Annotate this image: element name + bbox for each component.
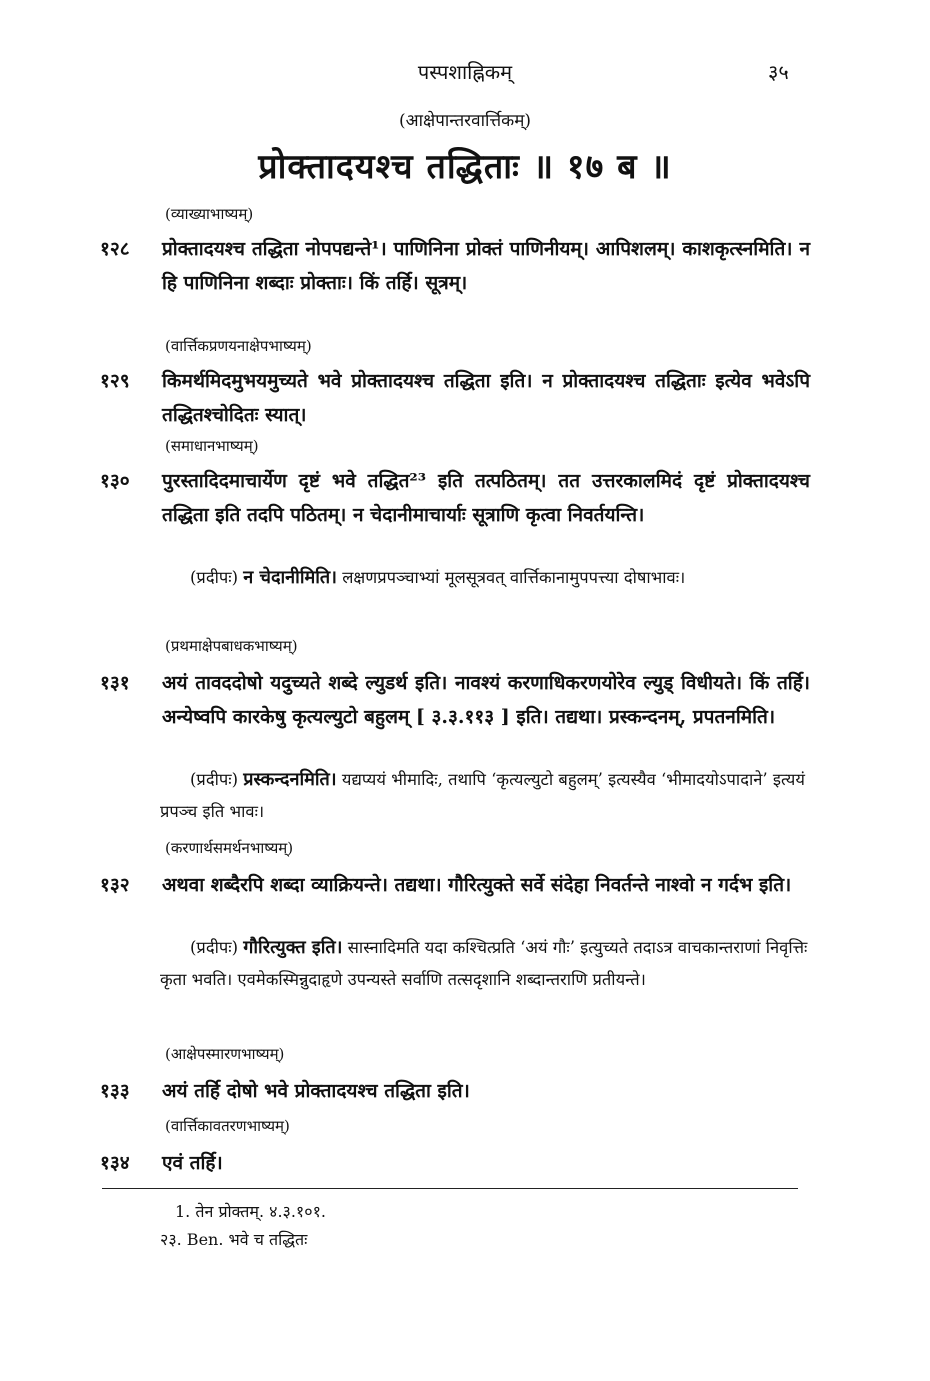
- page-number: ३५: [768, 60, 789, 84]
- paragraph-131: [100, 666, 810, 734]
- paragraph-number: १३०: [100, 470, 130, 492]
- paragraph-134: [100, 1146, 810, 1180]
- paragraph-number: १३३: [100, 1080, 130, 1102]
- pradipa-commentary: [160, 562, 810, 594]
- paragraph-132: [100, 868, 810, 902]
- pradipa-lead: न चेदानीमिति।: [243, 567, 337, 588]
- paragraph-text: अयं तर्हि दोषो भवे प्रोक्तादयश्च तद्धिता इति।: [162, 1080, 470, 1102]
- footnote: 1. तेन प्रोक्तम्. ४.३.१०१.: [175, 1202, 326, 1221]
- section-subhead: (आक्षेपान्तरवार्त्तिकम्): [399, 111, 531, 131]
- paragraph-133: [100, 1074, 810, 1108]
- paragraph-text: किमर्थमिदमुभयमुच्यते भवे प्रोक्तादयश्च तद्धिता इति। न प्रोक्तादयश्च तद्धिताः इत्येव भवेऽपि तद्धितश्चोदितः स्यात्।: [162, 370, 810, 426]
- section-label: (करणार्थसमर्थनभाष्यम्): [165, 839, 294, 857]
- pradipa-label: (प्रदीपः): [190, 938, 239, 957]
- running-title: पस्पशाह्निकम्: [417, 60, 513, 84]
- sutra-title: प्रोक्तादयश्च तद्धिताः ॥ १७ ब ॥: [258, 147, 672, 187]
- pradipa-lead: प्रस्कन्दनमिति।: [243, 769, 337, 790]
- pradipa-text: यद्यप्ययं भीमादिः, तथापि ‘कृत्यल्युटो बहुलम्’ इत्यस्यैव ‘भीमादयोऽपादाने’ इत्ययं प्रपञ्च इति भावः।: [160, 770, 805, 821]
- section-label: (समाधानभाष्यम्): [165, 437, 259, 455]
- section-label: (प्रथमाक्षेपबाधकभाष्यम्): [165, 637, 298, 655]
- paragraph-130: [100, 464, 810, 532]
- paragraph-text: अयं तावददोषो यदुच्यते शब्दे ल्युडर्थ इति। नावश्यं करणाधिकरणयोरेव ल्युड् विधीयते। किं तर्हि। अन्येष्वपि कारकेषु कृत्यल्युटो बहुलम् [ ३.३.११३ ] इति। तद्यथा। प्रस्कन्दनम्, प्रपतनमिति।: [162, 672, 810, 728]
- pradipa-label: (प्रदीपः): [190, 568, 239, 587]
- pradipa-label: (प्रदीपः): [190, 770, 239, 789]
- footnote-divider: [102, 1188, 798, 1189]
- paragraph-number: १३२: [100, 874, 130, 896]
- paragraph-text: अथवा शब्दैरपि शब्दा व्याक्रियन्ते। तद्यथा। गौरित्युक्ते सर्वे संदेहा निवर्तन्ते नाश्वो न गर्दभ इति।: [162, 874, 792, 896]
- section-label: (वार्त्तिकावतरणभाष्यम्): [165, 1117, 290, 1135]
- pradipa-text: लक्षणप्रपञ्चाभ्यां मूलसूत्रवत् वार्त्तिकानामुपपत्त्या दोषाभावः।: [342, 568, 686, 587]
- footnote: २३. Ben. भवे च तद्धितः: [160, 1230, 308, 1249]
- section-label: (व्याख्याभाष्यम्): [165, 205, 254, 223]
- section-label: (आक्षेपस्मारणभाष्यम्): [165, 1045, 285, 1063]
- pradipa-commentary: [160, 932, 810, 996]
- pradipa-text: सास्नादिमति यदा कश्चित्प्रति ‘अयं गौः’ इत्युच्यते तदाऽत्र वाचकान्तराणां निवृत्तिः कृता भवति। एवमेकस्मिन्नुदाहृणे उपन्यस्ते सर्वाणि तत्सदृशानि शब्दान्तराणि प्रतीयन्ते।: [160, 938, 808, 989]
- paragraph-number: १२८: [100, 238, 130, 260]
- paragraph-number: १३४: [100, 1152, 130, 1174]
- paragraph-text: प्रोक्तादयश्च तद्धिता नोपपद्यन्ते¹। पाणिनिना प्रोक्तं पाणिनीयम्। आपिशलम्। काशकृत्स्नमिति। न हि पाणिनिना शब्दाः प्रोक्ताः। किं तर्हि। सूत्रम्।: [162, 238, 810, 294]
- pradipa-commentary: [160, 764, 810, 828]
- paragraph-text: पुरस्तादिदमाचार्येण दृष्टं भवे तद्धित²³ इति तत्पठितम्। तत उत्तरकालमिदं दृष्टं प्रोक्तादयश्च तद्धिता इति तदपि पठितम्। न चेदानीमाचार्याः सूत्राणि कृत्वा निवर्तयन्ति।: [162, 470, 810, 526]
- paragraph-128: [100, 232, 810, 300]
- paragraph-text: एवं तर्हि।: [162, 1152, 223, 1174]
- section-label: (वार्त्तिकप्रणयनाक्षेपभाष्यम्): [165, 337, 312, 355]
- paragraph-number: १३१: [100, 672, 130, 694]
- paragraph-129: [100, 364, 810, 432]
- paragraph-number: १२९: [100, 370, 130, 392]
- pradipa-lead: गौरित्युक्त इति।: [243, 937, 343, 958]
